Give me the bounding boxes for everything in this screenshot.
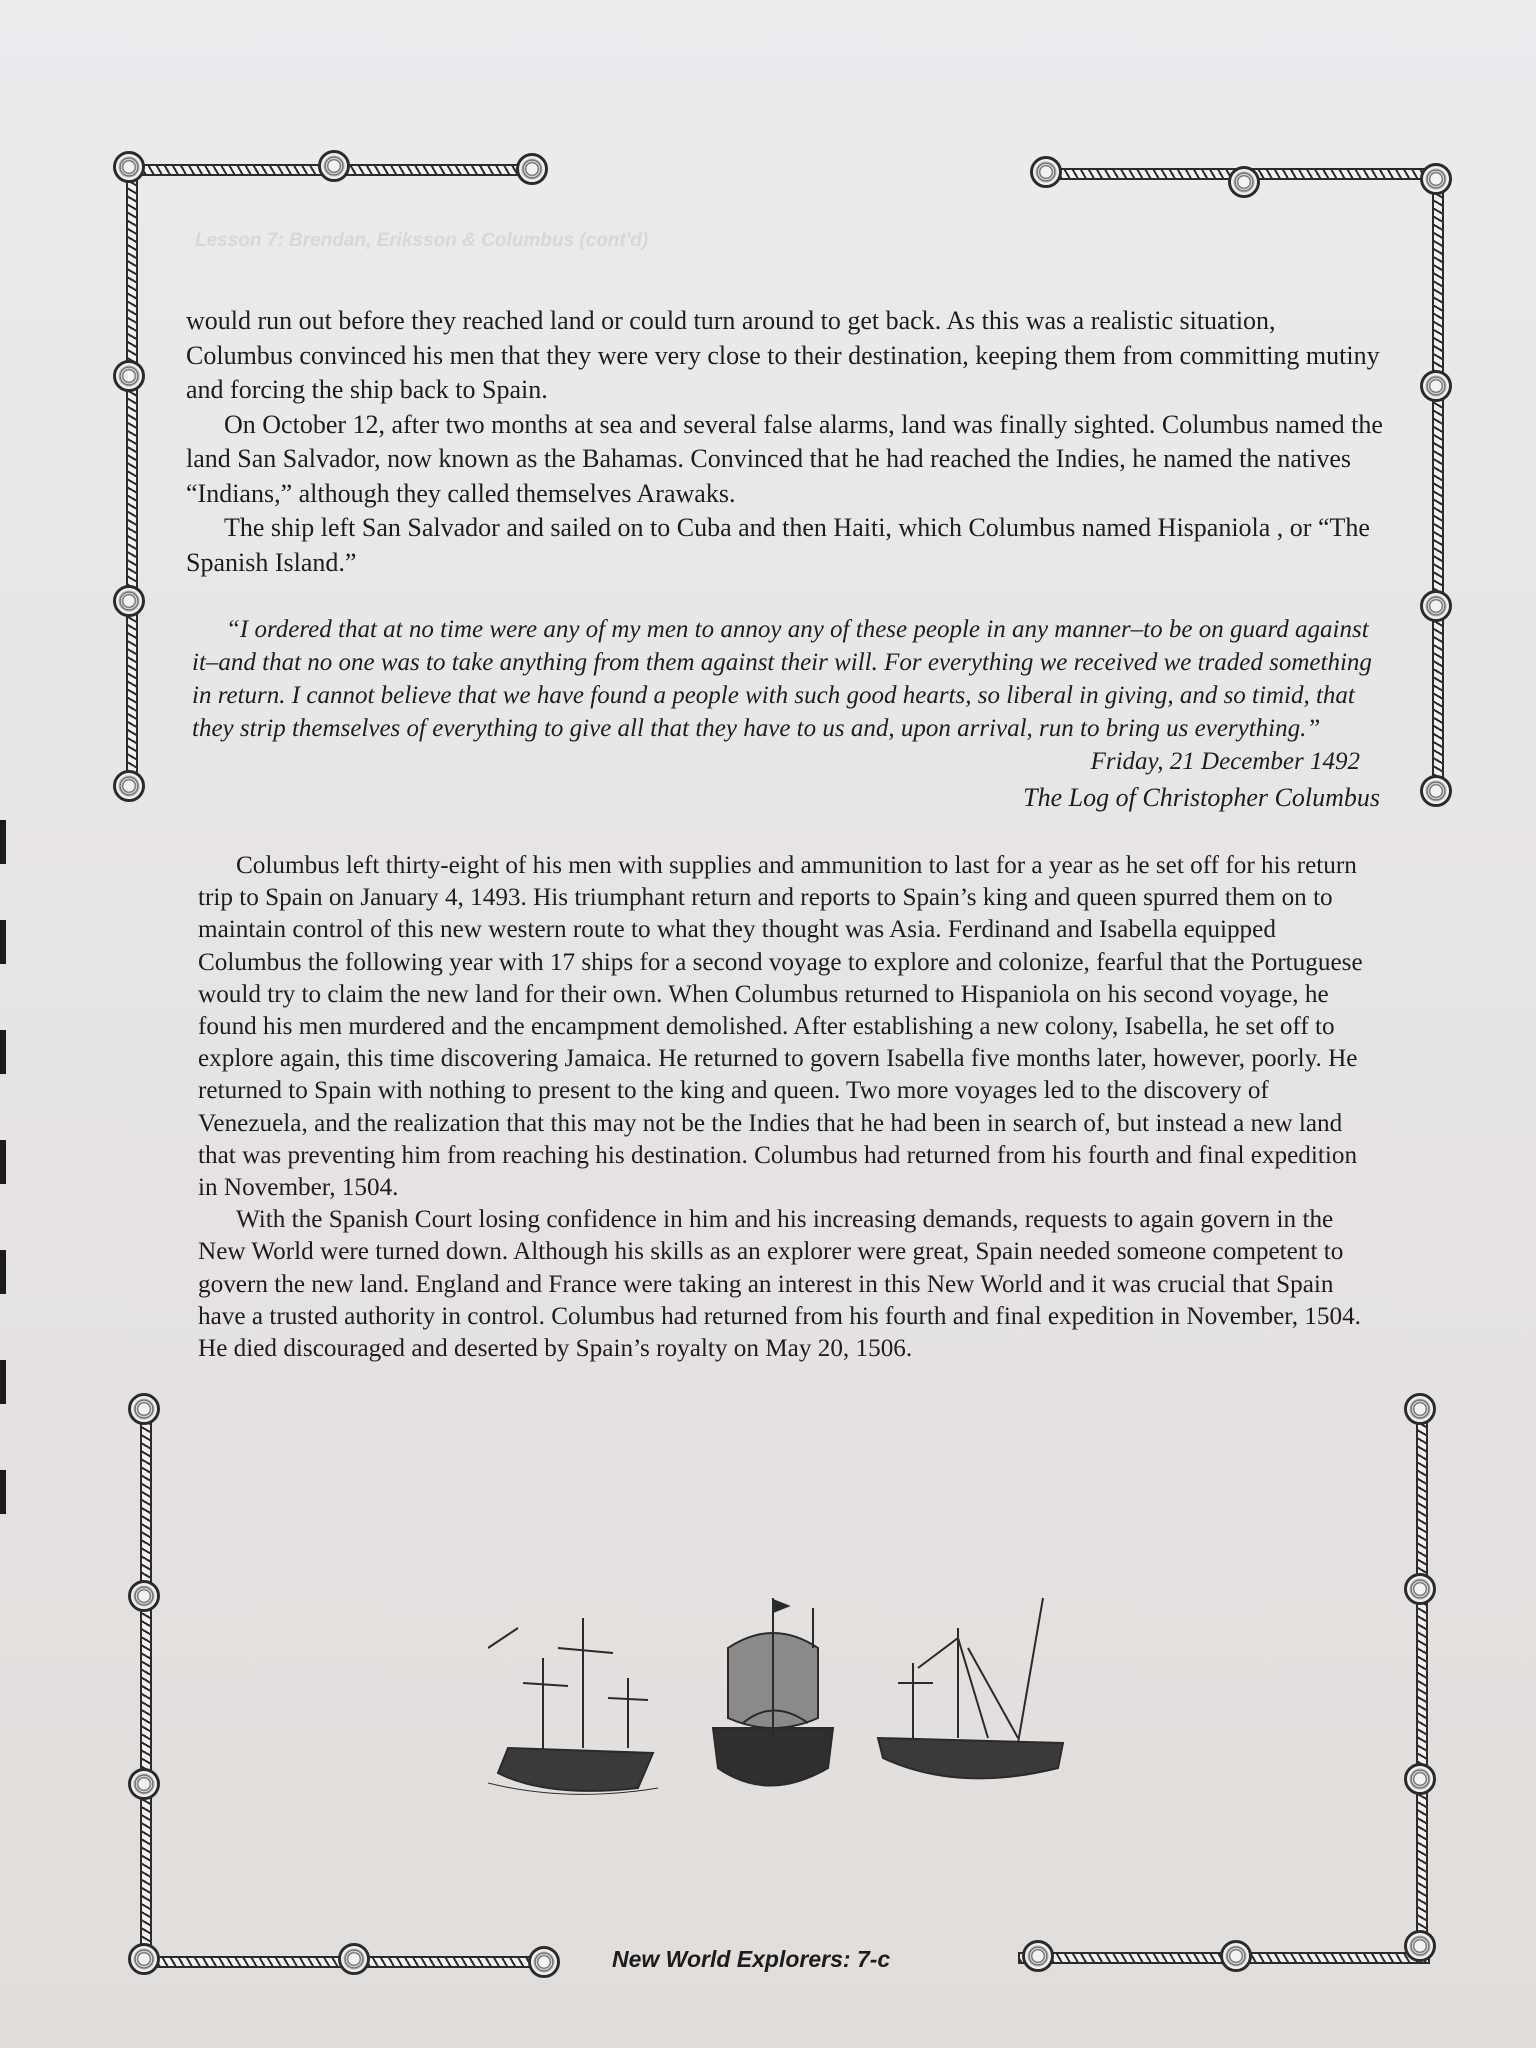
text-block-bottom [198,850,1376,1365]
paragraph: The ship left San Salvador and sailed on to Cuba and then Haiti, which Columbus named Hispaniola , or “The Spanish Island.” [186,513,1370,577]
rope-border-right-upper [1432,168,1444,802]
binder-mark [0,1470,6,1514]
rope-knot-icon [113,360,145,392]
paragraph: would run out before they reached land or could turn around to get back. As this was a realistic situation, Columbus convinced his men that they were very close to their destination, keeping them from committing mutiny and forcing the ship back to Spain. [186,306,1380,404]
paragraph: Columbus left thirty-eight of his men with supplies and ammunition to last for a year as he set off for his return trip to Spain on January 4, 1493. His triumphant return and reports to Spain’s king and queen spurred them on to maintain control of this new western route to what they thought was Asia. Ferdinand and Isabella equipped Columbus the following year with 17 ships for a second voyage to explore and colonize, fearful that the Portuguese would try to claim the new land for their own. When Columbus returned to Hispaniola on his second voyage, he found his men murdered and the encampment demolished. After establishing a new colony, Isabella, he set off to explore again, this time discovering Jamaica. He returned to govern Isabella five months later, however, poorly. He returned to Spain with nothing to present to the king and queen. Two more voyages led to the discovery of Venezuela, and the realization that this may not be the Indies that he had been in search of, but instead a new land that was preventing him from reaching his destination. Columbus had returned from his fourth and final expedition in November, 1504. [198,852,1363,1202]
rope-knot-icon [1420,163,1452,195]
rope-knot-icon [113,770,145,802]
quote-text: “I ordered that at no time were any of my men to annoy any of these people in any manner–to be on guard against it–and that no one was to take anything from them against their will. For everything we received we traded something in return. I cannot believe that we have found a people with such good hearts, so liberal in giving, and so timid, that they strip themselves of everything to give all that they have to us and, upon arrival, run to bring us everything.” [192,616,1372,742]
ship-middle-icon [713,1598,833,1786]
rope-border-right-lower [1416,1395,1428,1959]
rope-knot-icon [1228,166,1260,198]
rope-border-left-upper [126,164,138,798]
rope-knot-icon [128,1393,160,1425]
text-block-top [186,304,1386,580]
rope-knot-icon [528,1946,560,1978]
footer-page-label: New World Explorers: 7-c [612,1946,891,1972]
rope-knot-icon [1420,775,1452,807]
paragraph: On October 12, after two months at sea and several false alarms, land was finally sighted. Columbus named the land San Salvador, now known as the Bahamas. Convinced that he had reached the Indies, he named the natives “Indians,” although they called themselves Arawaks. [186,409,1383,508]
quote-source: The Log of Christopher Columbus [1023,783,1380,812]
rope-knot-icon [1220,1940,1252,1972]
rope-knot-icon [128,1943,160,1975]
rope-knot-icon [113,585,145,617]
paragraph: With the Spanish Court losing confidence in him and his increasing demands, requests to again govern in the New World were turned down. Although his skills as an explorer were great, Spain needed someone competent to govern the new land. England and France were taking an interest in this New World and it was crucial that Spain have a trusted authority in control. Columbus had returned from his fourth and final expedition in November, 1504. He died discouraged and deserted by Spain’s royalty on May 20, 1506. [198,1206,1361,1363]
rope-knot-icon [1420,370,1452,402]
binder-mark [0,920,6,964]
binder-mark [0,1250,6,1294]
columbus-quote [192,613,1372,775]
rope-knot-icon [1420,590,1452,622]
sailing-ships-illustration [488,1588,1098,1818]
rope-knot-icon [128,1580,160,1612]
rope-knot-icon [1404,1573,1436,1605]
rope-knot-icon [1404,1930,1436,1962]
rope-knot-icon [1404,1763,1436,1795]
faint-lesson-header: Lesson 7: Brendan, Eriksson & Columbus (cont'd) [195,230,649,251]
rope-knot-icon [338,1943,370,1975]
rope-knot-icon [128,1768,160,1800]
binder-mark [0,820,6,864]
rope-knot-icon [318,150,350,182]
rope-knot-icon [1404,1393,1436,1425]
rope-knot-icon [1030,156,1062,188]
quote-date: Friday, 21 December 1492 [1090,748,1360,775]
binder-mark [0,1360,6,1404]
rope-knot-icon [113,151,145,183]
rope-knot-icon [1022,1940,1054,1972]
ship-right-icon [878,1598,1063,1778]
binder-mark [0,1030,6,1074]
binder-mark [0,1140,6,1184]
rope-border-left-lower [140,1395,152,1964]
rope-knot-icon [516,153,548,185]
ship-left-icon [488,1618,658,1794]
